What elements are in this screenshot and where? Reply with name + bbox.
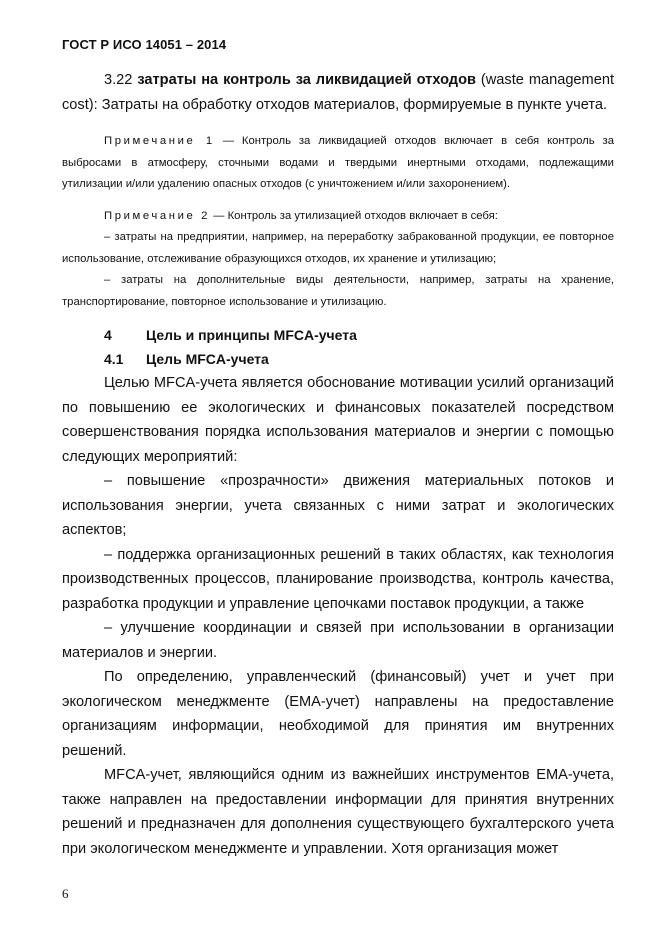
section-4-heading	[62, 323, 614, 347]
term-title: затраты на контроль за ликвидацией отходов	[137, 72, 476, 88]
term-definition	[62, 68, 614, 117]
note-2-label: Примечание 2	[104, 209, 211, 222]
section-4-1-heading	[62, 347, 614, 371]
page-number: 6	[62, 886, 69, 901]
section-4-1-title: Цель MFCA-учета	[146, 351, 269, 367]
body-paragraph-2: По определению, управленческий (финансовый) учет и учет при экологическом менеджменте (ЕМА-учет) направлены на предоставление организациям информации, необходимой для принятия им внутренних решений.	[62, 669, 614, 759]
section-4-title: Цель и принципы MFCA-учета	[146, 327, 357, 343]
standard-header: ГОСТ Р ИСО 14051 – 2014	[62, 37, 227, 52]
bullet-item: – улучшение координации и связей при использовании в организации материалов и энергии.	[62, 620, 614, 661]
note-1	[62, 131, 614, 196]
bullet-item: – поддержка организационных решений в таких областях, как технология производственных процессов, планирование производства, контроль качества, разработка продукции и управление цепочками поставок продукции, а также	[62, 546, 614, 612]
page-content	[62, 68, 614, 861]
note-2-item: – затраты на дополнительные виды деятельности, например, затраты на хранение, транспортирование, повторное использование и утилизацию.	[62, 274, 614, 308]
note-2	[62, 206, 614, 228]
note-1-text: — Контроль за ликвидацией отходов включает в себя контроль за выбросами в атмосферу, сточными водами и твердыми инертными отходами, подлежащими утилизации и/или удалению опасных отходов (с уничтожением и/или захоронением).	[62, 135, 614, 190]
term-english: (waste management cost):	[62, 72, 614, 113]
body-paragraph-3: MFCA-учет, являющийся одним из важнейших инструментов ЕМА-учета, также направлен на предоставлении информации для принятия внутренних решений и предназначен для дополнения существующего бухгалтерского учета при экологическом менеджменте и управлении. Хотя организация может	[62, 767, 614, 857]
body-paragraph-1: Целью MFCA-учета является обоснование мотивации усилий организаций по повышению ее экологических и финансовых показателей посредством совершенствования порядка использования материалов и энергии с помощью следующих мероприятий:	[62, 375, 614, 465]
bullet-item: – повышение «прозрачности» движения материальных потоков и использования энергии, учета связанных с ними затрат и экологических аспектов;	[62, 473, 614, 538]
section-4-number: 4	[104, 327, 112, 343]
note-2-text: — Контроль за утилизацией отходов включает в себя:	[213, 209, 498, 222]
note-2-item: – затраты на предприятии, например, на переработку забракованной продукции, ее повторное использование, отслеживание образующихся отходов, их хранение и утилизацию;	[62, 231, 614, 265]
term-number: 3.22	[104, 72, 133, 88]
note-1-label: Примечание 1	[104, 135, 215, 147]
term-definition-text: Затраты на обработку отходов материалов, формируемые в пункте учета.	[101, 96, 608, 113]
section-4-1-number: 4.1	[104, 351, 124, 367]
